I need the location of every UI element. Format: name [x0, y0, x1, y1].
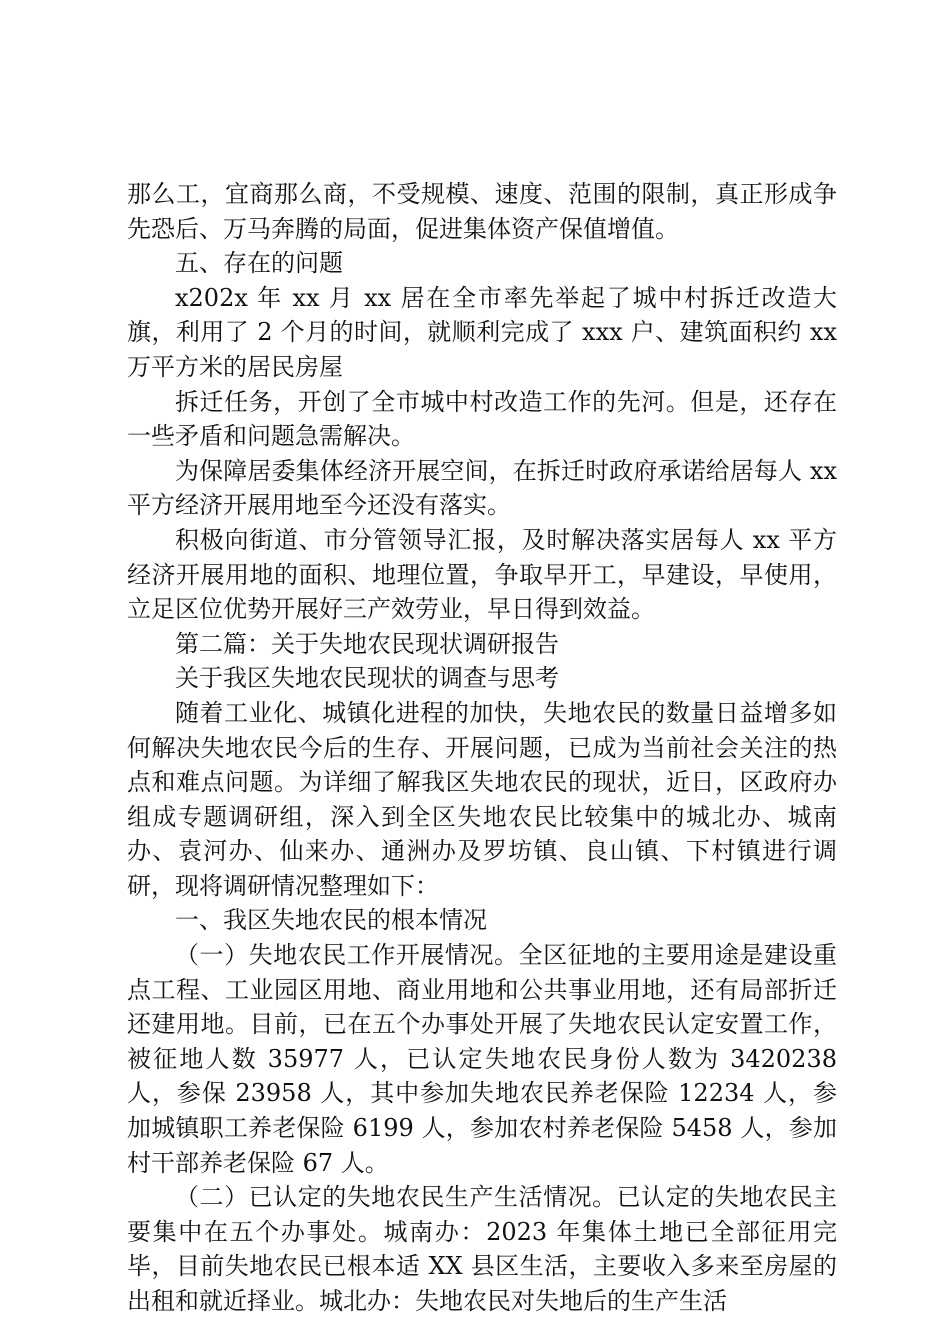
- article-title: 关于我区失地农民现状的调查与思考: [175, 664, 559, 693]
- section-heading-problems: 五、存在的问题: [175, 249, 343, 278]
- paragraph-land-promise: 为保障居委集体经济开展空间，在拆迁时政府承诺给居每人 xx 平方经济开展用地至今还没有落实。: [127, 456, 837, 520]
- paragraph-demolition: x202x 年 xx 月 xx 居在全市率先举起了城中村拆迁改造大旗，利用了 2 个月的时间，就顺利完成了 xxx 户、建筑面积约 xx 万平方米的居民房屋: [127, 283, 837, 381]
- paragraph-continuation: 那么工，宜商那么商，不受规模、速度、范围的限制，真正形成争先恐后、万马奔腾的局面，促进集体资产保值增值。: [127, 180, 837, 243]
- paragraph-report-leaders: 积极向街道、市分管领导汇报，及时解决落实居每人 xx 平方经济开展用地的面积、地理位置，争取早开工，早建设，早使用，立足区位优势开展好三产效劳业，早日得到效益。: [127, 525, 837, 624]
- chapter-heading-second: 第二篇：关于失地农民现状调研报告: [175, 629, 559, 658]
- paragraph-introduction: 随着工业化、城镇化进程的加快，失地农民的数量日益增多如何解决失地农民今后的生存、开展问题，已成为当前社会关注的热点和难点问题。为详细了解我区失地农民的现状，近日，区政府办组成专题调研组，深入到全区失地农民比较集中的城北办、城南办、袁河办、仙来办、通洲办及罗坊镇、良山镇、下村镇进行调研，现将调研情况整理如下：: [127, 698, 837, 900]
- section-heading-basic-situation: 一、我区失地农民的根本情况: [175, 906, 487, 935]
- paragraph-work-progress: （一）失地农民工作开展情况。全区征地的主要用途是建设重点工程、工业园区用地、商业用地和公共事业用地，还有局部折迁还建用地。目前，已在五个办事处开展了失地农民认定安置工作，被征地人数 35977 人，已认定失地农民身份人数为 3420238 人，参保 23958 人，其中参加失地农民养老保险 12234 人，参加城镇职工养老保险 6199 人，参加农村养老保险 5458 人，参加村干部养老保险 67 人。: [127, 941, 837, 1177]
- paragraph-demolition-task: 拆迁任务，开创了全市城中村改造工作的先河。但是，还存在一些矛盾和问题急需解决。: [127, 387, 837, 451]
- document-body: [127, 177, 837, 1319]
- paragraph-living-situation: （二）已认定的失地农民生产生活情况。已认定的失地农民主要集中在五个办事处。城南办：2023 年集体土地已全部征用完毕，目前失地农民已根本适 XX 县区生活，主要收入多来至房屋的出租和就近择业。城北办：失地农民对失地后的生产生活: [127, 1183, 837, 1315]
